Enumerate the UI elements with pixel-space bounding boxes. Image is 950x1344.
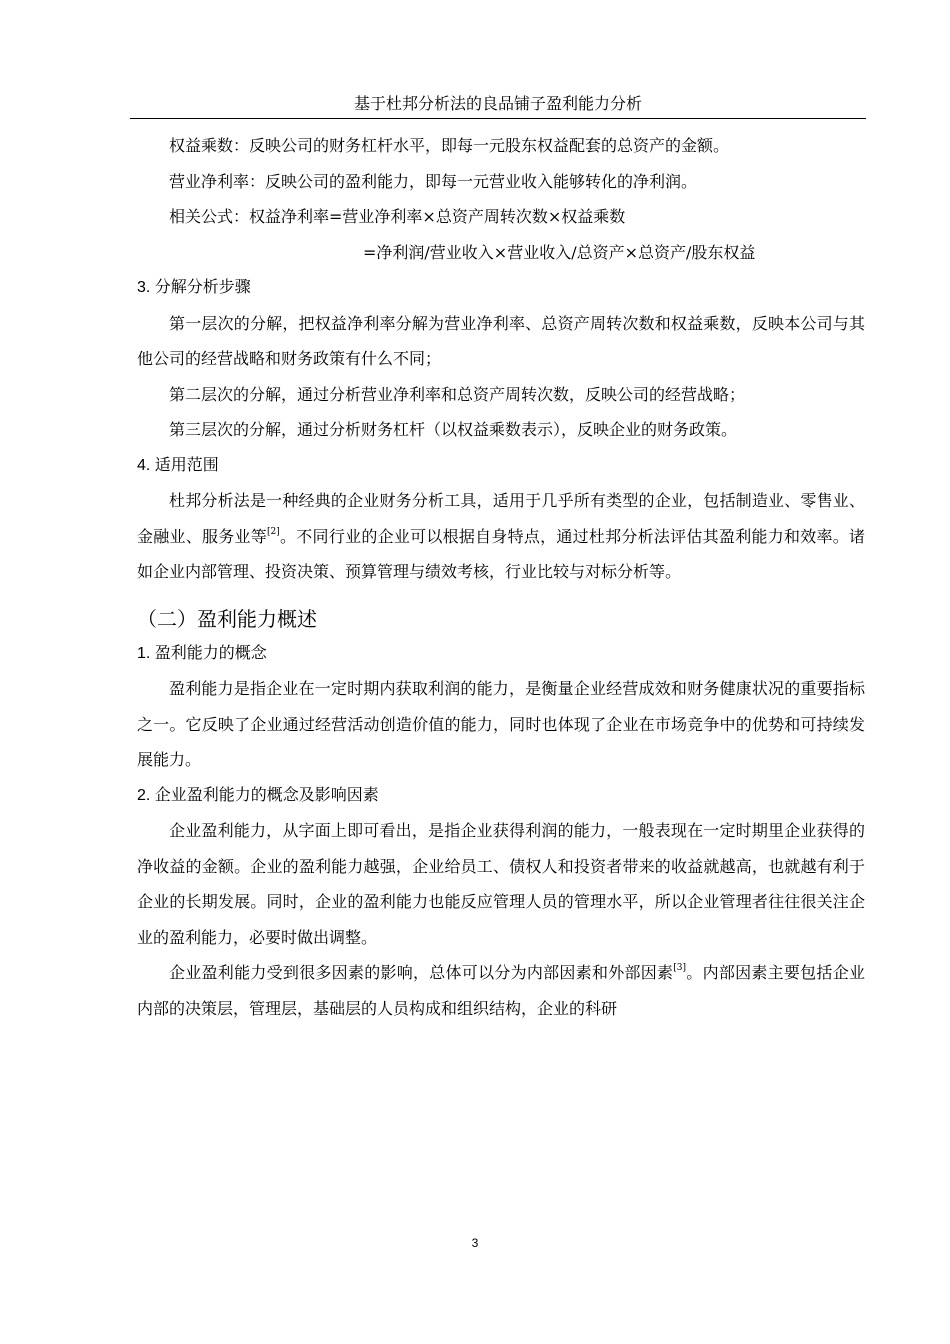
section-3-heading: 3. 分解分析步骤 bbox=[137, 279, 251, 296]
subsection-2-heading: 2. 企业盈利能力的概念及影响因素 bbox=[137, 786, 379, 804]
definition-net-margin: 营业净利率：反映公司的盈利能力，即每一元营业收入能够转化的净利润。 bbox=[169, 171, 698, 191]
section-4-text-a: 杜邦分析法是一种经典的企业财务分析工具，适用于几乎所有类型的企业，包括制造业、零售业、金融业、服务业等 bbox=[137, 491, 865, 546]
citation-ref-3: [3] bbox=[673, 963, 687, 973]
subsection-1-heading: 1. 盈利能力的概念 bbox=[137, 644, 267, 662]
subsection-2-paragraph-2 bbox=[137, 955, 865, 1026]
subsection-2-text-a: 企业盈利能力受到很多因素的影响，总体可以分为内部因素和外部因素 bbox=[169, 963, 674, 982]
page-content bbox=[137, 128, 865, 1026]
section-4-paragraph bbox=[137, 483, 865, 590]
definition-equity-multiplier: 权益乘数：反映公司的财务杠杆水平，即每一元股东权益配套的总资产的金额。 bbox=[169, 136, 730, 155]
section-3-paragraph-2: 第二层次的分解，通过分析营业净利率和总资产周转次数，反映公司的经营战略； bbox=[169, 384, 746, 404]
section-4-heading: 4. 适用范围 bbox=[137, 456, 219, 474]
subsection-2-text-b: 。内部因素主要包括企业内部的决策层，管理层，基础层的人员构成和组织结构，企业的科研 bbox=[137, 963, 865, 1018]
citation-ref-2: [2] bbox=[267, 526, 280, 537]
section-3-paragraph-1: 第一层次的分解，把权益净利率分解为营业净利率、总资产周转次数和权益乘数，反映本公司与其他公司的经营战略和财务政策有什么不同； bbox=[137, 313, 865, 368]
subsection-1-paragraph: 盈利能力是指企业在一定时期内获取利润的能力，是衡量企业经营成效和财务健康状况的重要指标之一。它反映了企业通过经营活动创造价值的能力，同时也体现了企业在市场竞争中的优势和可持续发展能力。 bbox=[137, 679, 865, 769]
page-number: 3 bbox=[471, 1236, 479, 1250]
section-4-text-b: 。不同行业的企业可以根据自身特点，通过杜邦分析法评估其盈利能力和效率。诸如企业内部管理、投资决策、预算管理与绩效考核，行业比较与对标分析等。 bbox=[137, 526, 865, 581]
formula-line-1: 相关公式：权益净利率=营业净利率×总资产周转次数×权益乘数 bbox=[169, 207, 626, 226]
subsection-2-paragraph-1: 企业盈利能力，从字面上即可看出，是指企业获得利润的能力，一般表现在一定时期里企业获得的净收益的金额。企业的盈利能力越强，企业给员工、债权人和投资者带来的收益就越高，也就越有利于企业的长期发展。同时，企业的盈利能力也能反应管理人员的管理水平，所以企业管理者往往很关注企业的盈利能力，必要时做出调整。 bbox=[137, 821, 865, 947]
section-3-paragraph-3: 第三层次的分解，通过分析财务杠杆（以权益乘数表示），反映企业的财务政策。 bbox=[169, 420, 738, 439]
page-header: 基于杜邦分析法的良品铺子盈利能力分析 bbox=[130, 90, 866, 119]
part-2-heading: （二）盈利能力概述 bbox=[137, 608, 317, 631]
formula-line-2: =净利润/营业收入×营业收入/总资产×总资产/股东权益 bbox=[363, 242, 756, 262]
